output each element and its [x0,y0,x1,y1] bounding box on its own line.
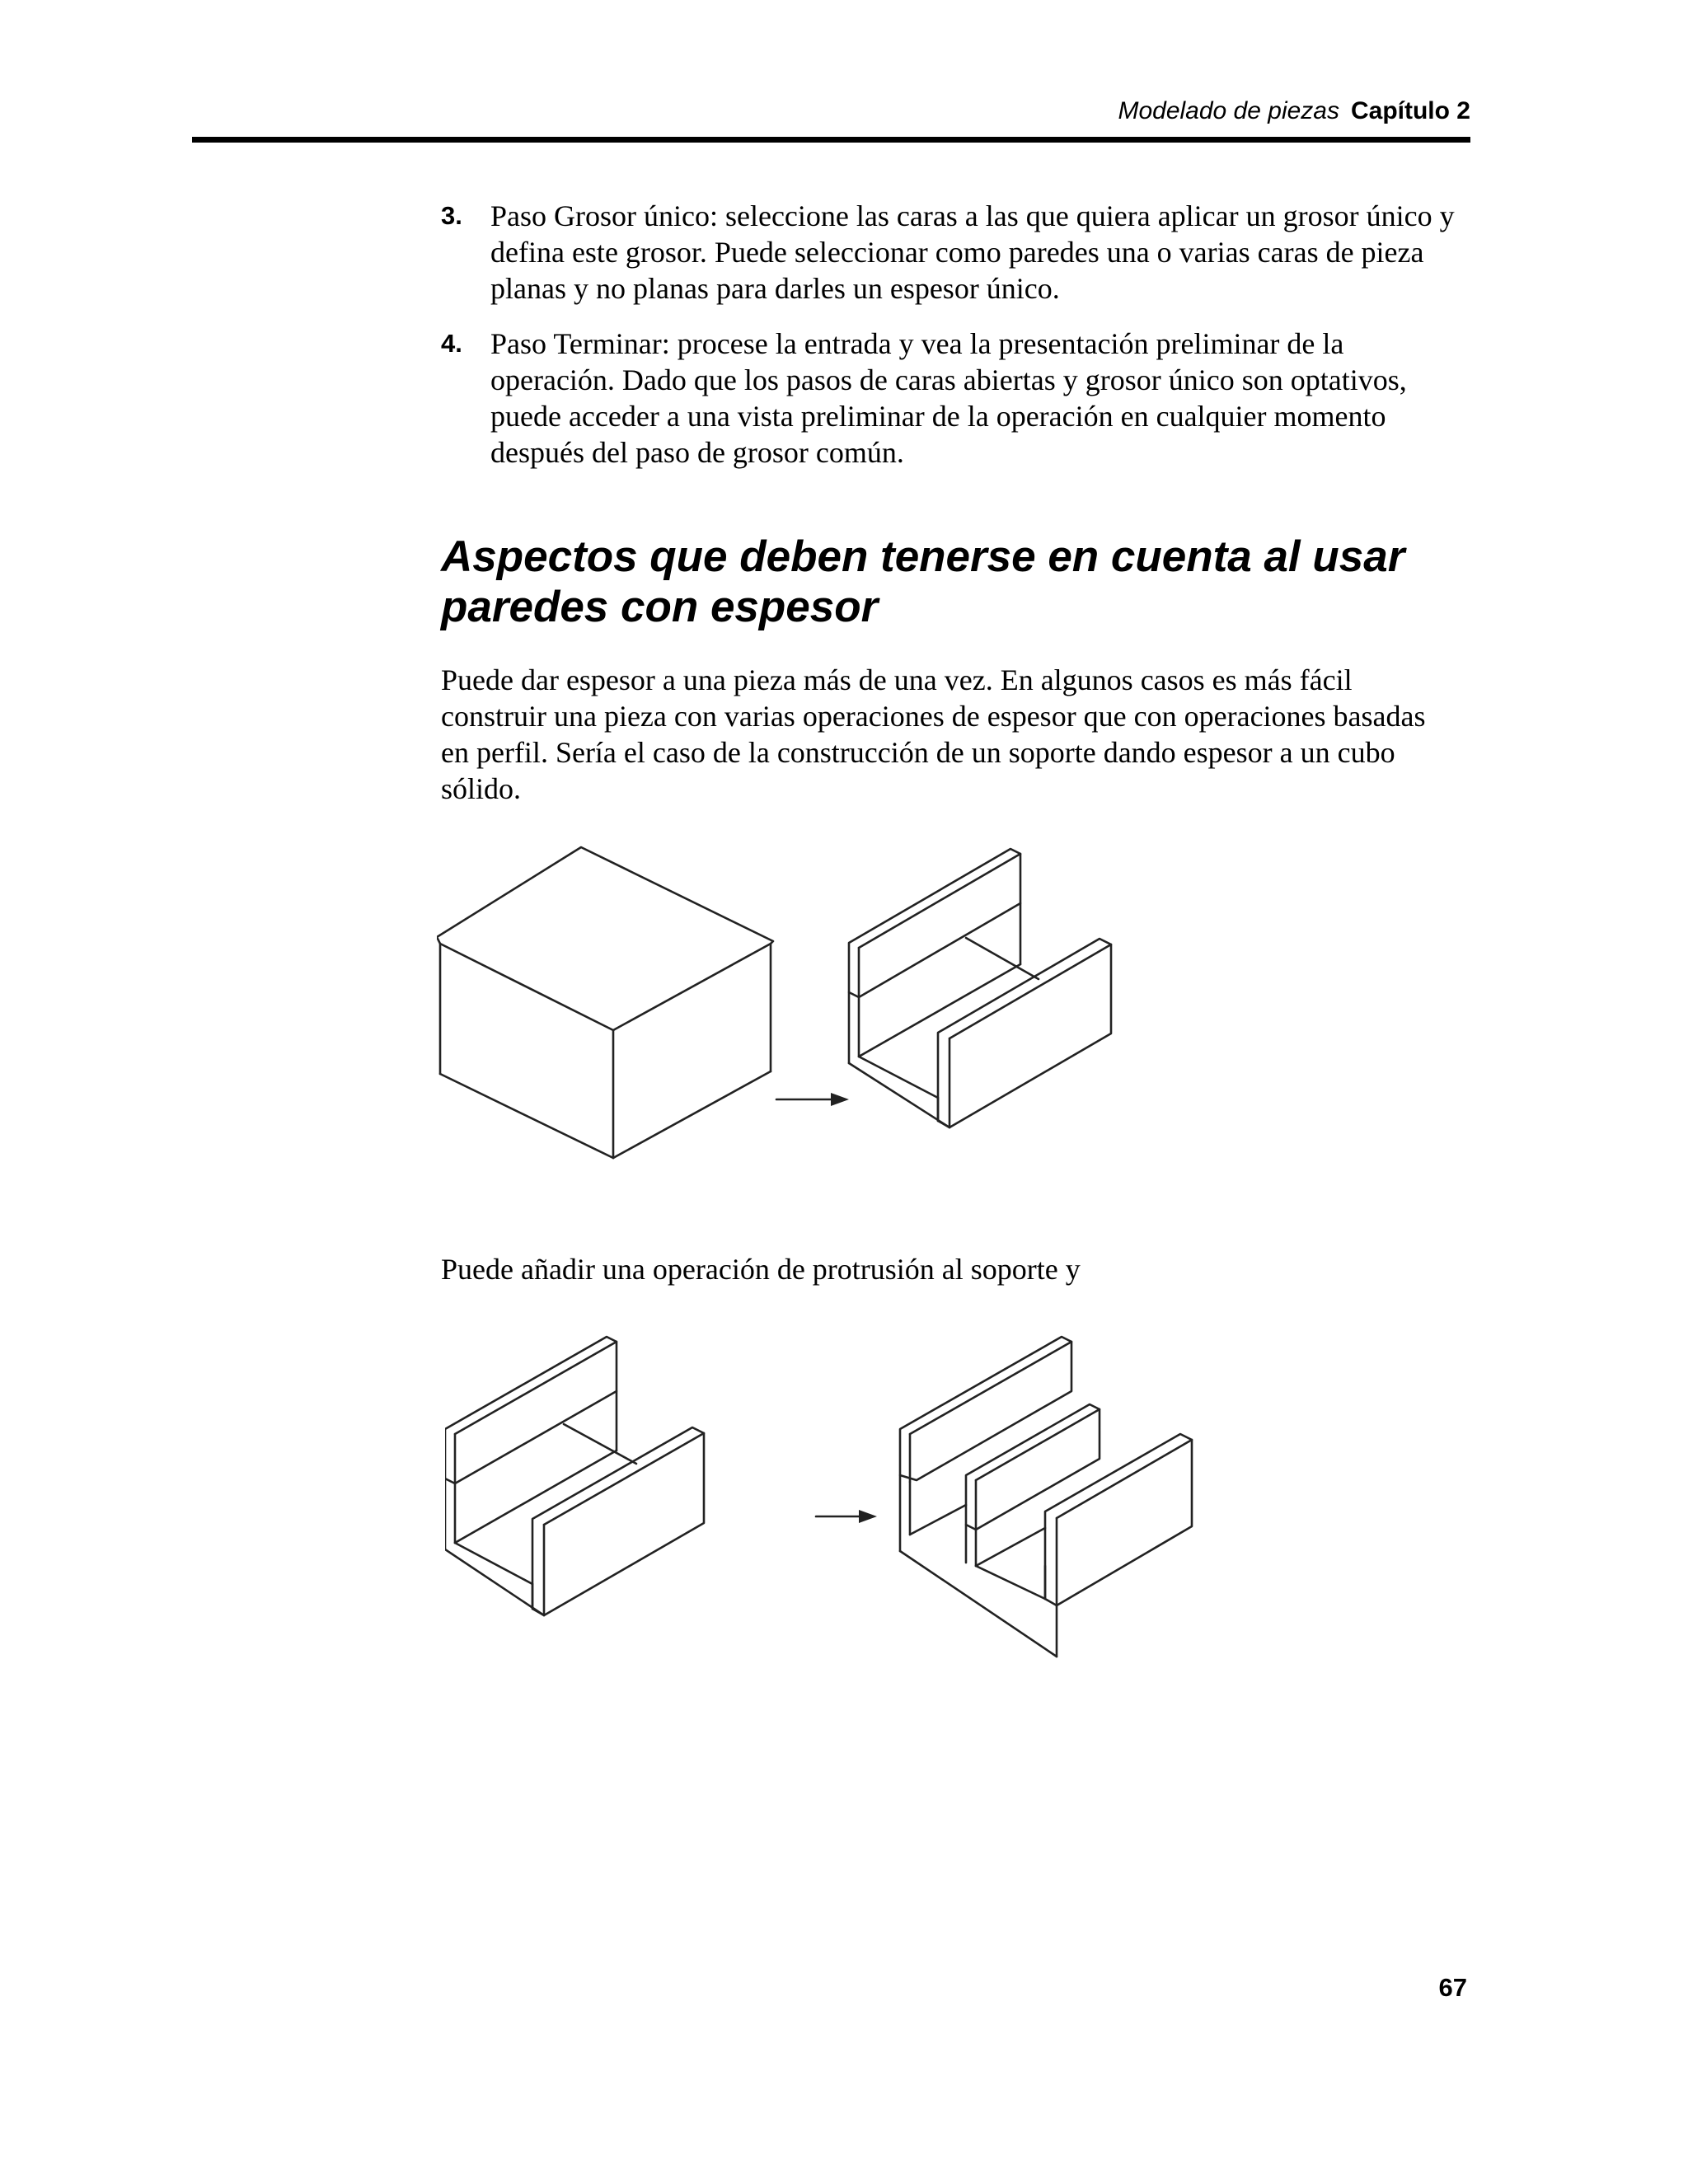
step-text: Paso Terminar: procese la entrada y vea la presentación preliminar de la operación. Dado que los pasos de caras abiertas y grosor único son optativos, puede acceder a una vista preliminar de la operación en cualquier momento después del paso de grosor común. [490,327,1407,469]
step-text: Paso Grosor único: seleccione las caras a las que quiera aplicar un grosor único y defina este grosor. Puede seleccionar como paredes una o varias caras de pieza planas y no planas para darles un espesor único. [490,199,1455,305]
header-section-title: Modelado de piezas [1118,97,1339,124]
body-paragraph: Puede dar espesor a una pieza más de una vez. En algunos casos es más fácil construir una pieza con varias operaciones de espesor que con operaciones basadas en perfil. Sería el caso de la construcción de un soporte dando espesor a un cubo sólido. [441,663,1426,805]
solid-cube-drawing [437,847,773,1158]
section-heading [441,532,1471,632]
running-header [1118,96,1470,126]
header-chapter: Capítulo 2 [1350,97,1470,124]
main-content [441,198,1471,807]
page-number: 67 [1438,1973,1467,2002]
figure-bracket-to-double-channel [445,1319,1269,1665]
step-number: 3. [441,201,462,230]
step-3 [441,198,1471,307]
section-heading-line2: paredes con espesor [441,583,879,631]
transform-arrow [816,1510,877,1523]
header-rule [192,137,1470,143]
step-4 [441,326,1471,471]
u-bracket-drawing [445,1337,704,1615]
section-heading-line1: Aspectos que deben tenerse en cuenta al usar [441,532,1405,581]
double-channel-bracket-drawing [900,1337,1192,1657]
transform-arrow [776,1093,849,1106]
u-bracket-drawing [849,849,1111,1127]
figure-cube-to-bracket [437,832,1228,1179]
body-paragraph-2: Puede añadir una operación de protrusión al soporte y [441,1253,1081,1286]
step-number: 4. [441,329,462,358]
